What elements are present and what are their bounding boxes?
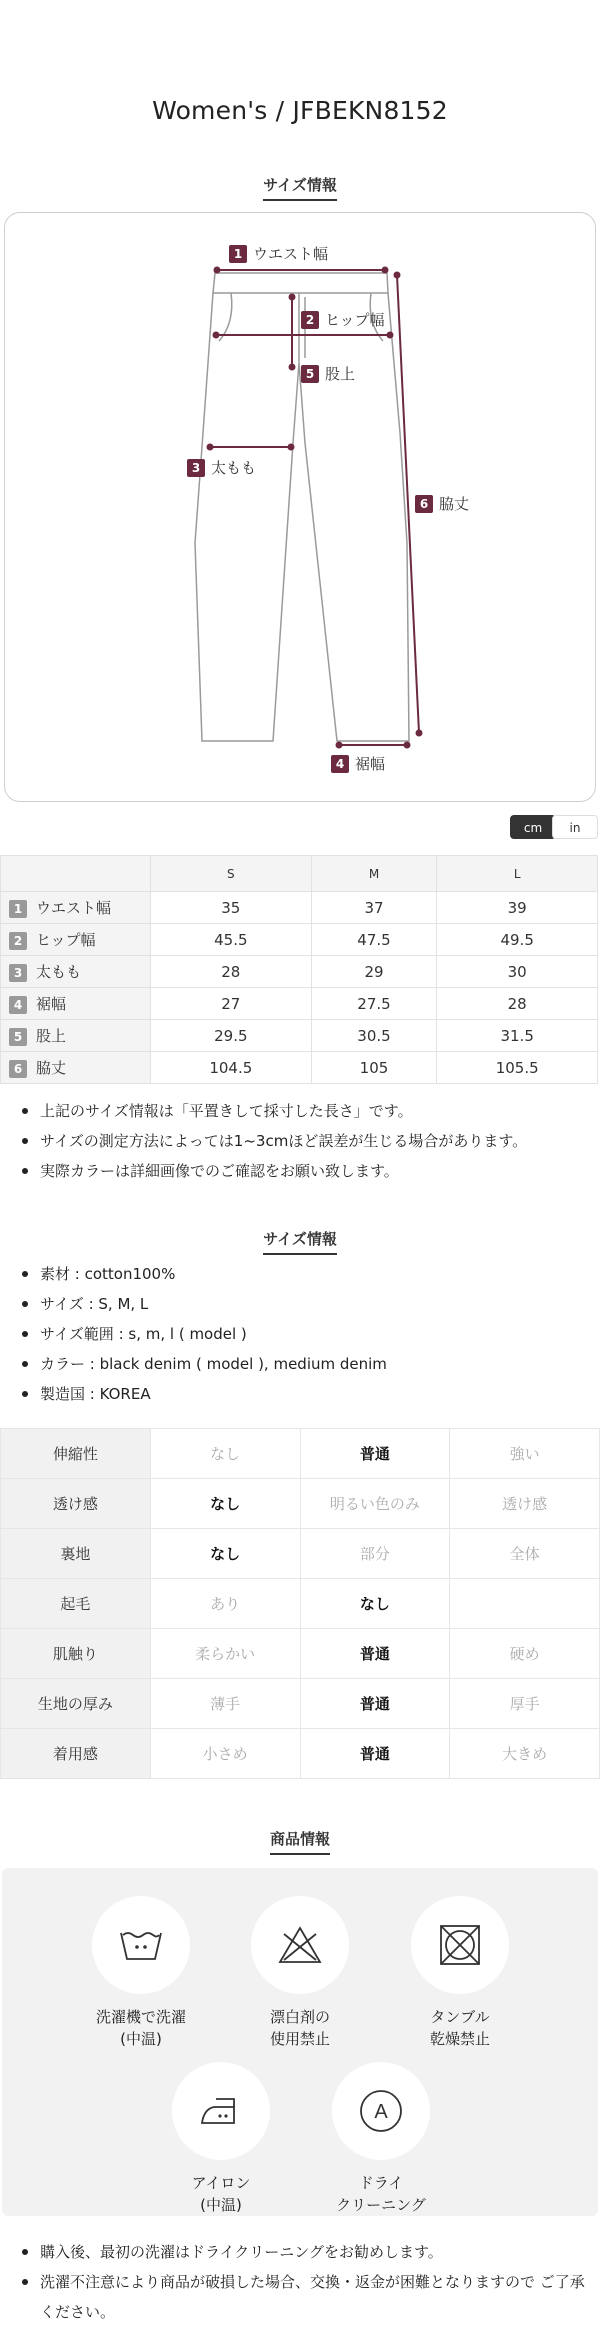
- list-item: サイズ範囲 : s, m, l ( model ): [20, 1319, 590, 1349]
- fabric-option: 小さめ: [150, 1729, 300, 1779]
- table-row: [1, 924, 598, 956]
- fabric-option: 硬め: [450, 1629, 600, 1679]
- table-cell: 27: [151, 988, 312, 1020]
- table-cell: 105.5: [437, 1052, 598, 1084]
- table-row: [1, 1579, 600, 1629]
- care-label: ドライ クリーニング: [336, 2174, 426, 2214]
- fabric-label: 伸縮性: [1, 1429, 151, 1479]
- fabric-option-selected: なし: [300, 1579, 450, 1629]
- list-item: サイズの測定方法によっては1~3cmほど誤差が生じる場合があります。: [20, 1126, 590, 1156]
- unit-toggle: [510, 815, 598, 839]
- table-cell: 29.5: [151, 1020, 312, 1052]
- table-row: [1, 1479, 600, 1529]
- table-cell: 30: [437, 956, 598, 988]
- fabric-label: 着用感: [1, 1729, 151, 1779]
- table-cell: 31.5: [437, 1020, 598, 1052]
- measure-label-waist: 1 ウエスト幅: [229, 243, 328, 264]
- table-row: [1, 1529, 600, 1579]
- list-item: 製造国 : KOREA: [20, 1379, 590, 1409]
- fabric-option-selected: 普通: [300, 1679, 450, 1729]
- row-label: 6 脇丈: [1, 1052, 151, 1084]
- measure-label-side-length: 6 脇丈: [415, 493, 469, 514]
- list-item: 購入後、最初の洗濯はドライクリーニングをお勧めします。: [20, 2237, 590, 2267]
- fabric-option: 薄手: [150, 1679, 300, 1729]
- table-row: [1, 988, 598, 1020]
- header-size: L: [437, 856, 598, 892]
- care-label: アイロン (中温): [191, 2174, 251, 2214]
- fabric-option: なし: [150, 1429, 300, 1479]
- table-cell: 30.5: [311, 1020, 437, 1052]
- table-cell: 28: [151, 956, 312, 988]
- care-label: 洗濯機で洗濯 (中温): [95, 2008, 186, 2048]
- table-row: [1, 1679, 600, 1729]
- fabric-option-empty: [450, 1579, 600, 1629]
- fabric-label: 起毛: [1, 1579, 151, 1629]
- table-cell: 49.5: [437, 924, 598, 956]
- table-cell: 45.5: [151, 924, 312, 956]
- list-item: 実際カラーは詳細画像でのご確認をお願い致します。: [20, 1156, 590, 1186]
- fabric-option-selected: なし: [150, 1479, 300, 1529]
- fabric-option: 部分: [300, 1529, 450, 1579]
- dry-clean-symbol: A: [374, 2101, 388, 2123]
- product-notes: [20, 2237, 590, 2327]
- fabric-option: 明るい色のみ: [300, 1479, 450, 1529]
- iron-medium-icon: [172, 2062, 270, 2160]
- table-row: [1, 1429, 600, 1479]
- table-cell: 47.5: [311, 924, 437, 956]
- fabric-label: 裏地: [1, 1529, 151, 1579]
- care-label: 漂白剤の 使用禁止: [269, 2008, 330, 2048]
- fabric-label: 生地の厚み: [1, 1679, 151, 1729]
- table-row: [1, 1629, 600, 1679]
- pants-outline-icon: [5, 213, 597, 803]
- fabric-option-selected: なし: [150, 1529, 300, 1579]
- care-item: [390, 1896, 530, 2050]
- header-size: S: [151, 856, 312, 892]
- table-cell: 28: [437, 988, 598, 1020]
- measure-label-hem: 4 裾幅: [331, 753, 385, 774]
- table-row: [1, 956, 598, 988]
- fabric-label: 透け感: [1, 1479, 151, 1529]
- fabric-option: 柔らかい: [150, 1629, 300, 1679]
- unit-cm-button[interactable]: cm: [510, 815, 556, 839]
- fabric-option: 全体: [450, 1529, 600, 1579]
- table-row: [1, 1729, 600, 1779]
- care-instructions: [2, 1868, 598, 2216]
- measure-label-hip: 2 ヒップ幅: [301, 309, 385, 330]
- list-item: 素材 : cotton100%: [20, 1259, 590, 1289]
- care-item: [230, 1896, 370, 2050]
- list-item: カラー : black denim ( model ), medium denim: [20, 1349, 590, 1379]
- table-cell: 35: [151, 892, 312, 924]
- row-label: 1 ウエスト幅: [1, 892, 151, 924]
- table-cell: 29: [311, 956, 437, 988]
- row-label: 2 ヒップ幅: [1, 924, 151, 956]
- washing-machine-icon: [92, 1896, 190, 1994]
- product-title: Women's / JFBEKN8152: [152, 96, 448, 125]
- list-item: 上記のサイズ情報は「平置きして採寸した長さ」です。: [20, 1096, 590, 1126]
- size-info-heading: サイズ情報: [0, 174, 600, 201]
- table-cell: 27.5: [311, 988, 437, 1020]
- table-cell: 37: [311, 892, 437, 924]
- fabric-option-selected: 普通: [300, 1629, 450, 1679]
- care-item: [71, 1896, 211, 2050]
- fabric-properties-table: [0, 1428, 600, 1779]
- row-label: 4 裾幅: [1, 988, 151, 1020]
- care-item: [151, 2062, 291, 2216]
- measure-label-thigh: 3 太もも: [187, 457, 256, 478]
- row-label: 3 太もも: [1, 956, 151, 988]
- list-item: サイズ : S, M, L: [20, 1289, 590, 1319]
- table-row: [1, 1020, 598, 1052]
- fabric-option: 厚手: [450, 1679, 600, 1729]
- table-row: [1, 1052, 598, 1084]
- header-blank: [1, 856, 151, 892]
- list-item: 洗濯不注意により商品が破損した場合、交換・返金が困難となりますので ご了承ください。: [20, 2267, 590, 2327]
- fabric-label: 肌触り: [1, 1629, 151, 1679]
- fabric-option: 強い: [450, 1429, 600, 1479]
- size-table-header: [1, 856, 598, 892]
- spec-list: [20, 1259, 590, 1409]
- care-item: [311, 2062, 451, 2216]
- fabric-option: 透け感: [450, 1479, 600, 1529]
- row-label: 5 股上: [1, 1020, 151, 1052]
- no-tumble-dry-icon: [411, 1896, 509, 1994]
- header-size: M: [311, 856, 437, 892]
- pants-diagram: [4, 212, 596, 802]
- table-cell: 104.5: [151, 1052, 312, 1084]
- table-cell: 105: [311, 1052, 437, 1084]
- product-info-heading: 商品情報: [0, 1828, 600, 1855]
- no-bleach-icon: [251, 1896, 349, 1994]
- care-label: タンブル 乾燥禁止: [429, 2008, 490, 2048]
- dry-clean-icon: [332, 2062, 430, 2160]
- size-table: [0, 855, 598, 1084]
- fabric-option: あり: [150, 1579, 300, 1629]
- table-row: [1, 892, 598, 924]
- spec-heading: サイズ情報: [0, 1228, 600, 1255]
- measure-label-rise: 5 股上: [301, 363, 355, 384]
- table-cell: 39: [437, 892, 598, 924]
- fabric-option: 大きめ: [450, 1729, 600, 1779]
- size-notes: [20, 1096, 590, 1186]
- fabric-option-selected: 普通: [300, 1729, 450, 1779]
- unit-in-button[interactable]: in: [552, 815, 598, 839]
- fabric-option-selected: 普通: [300, 1429, 450, 1479]
